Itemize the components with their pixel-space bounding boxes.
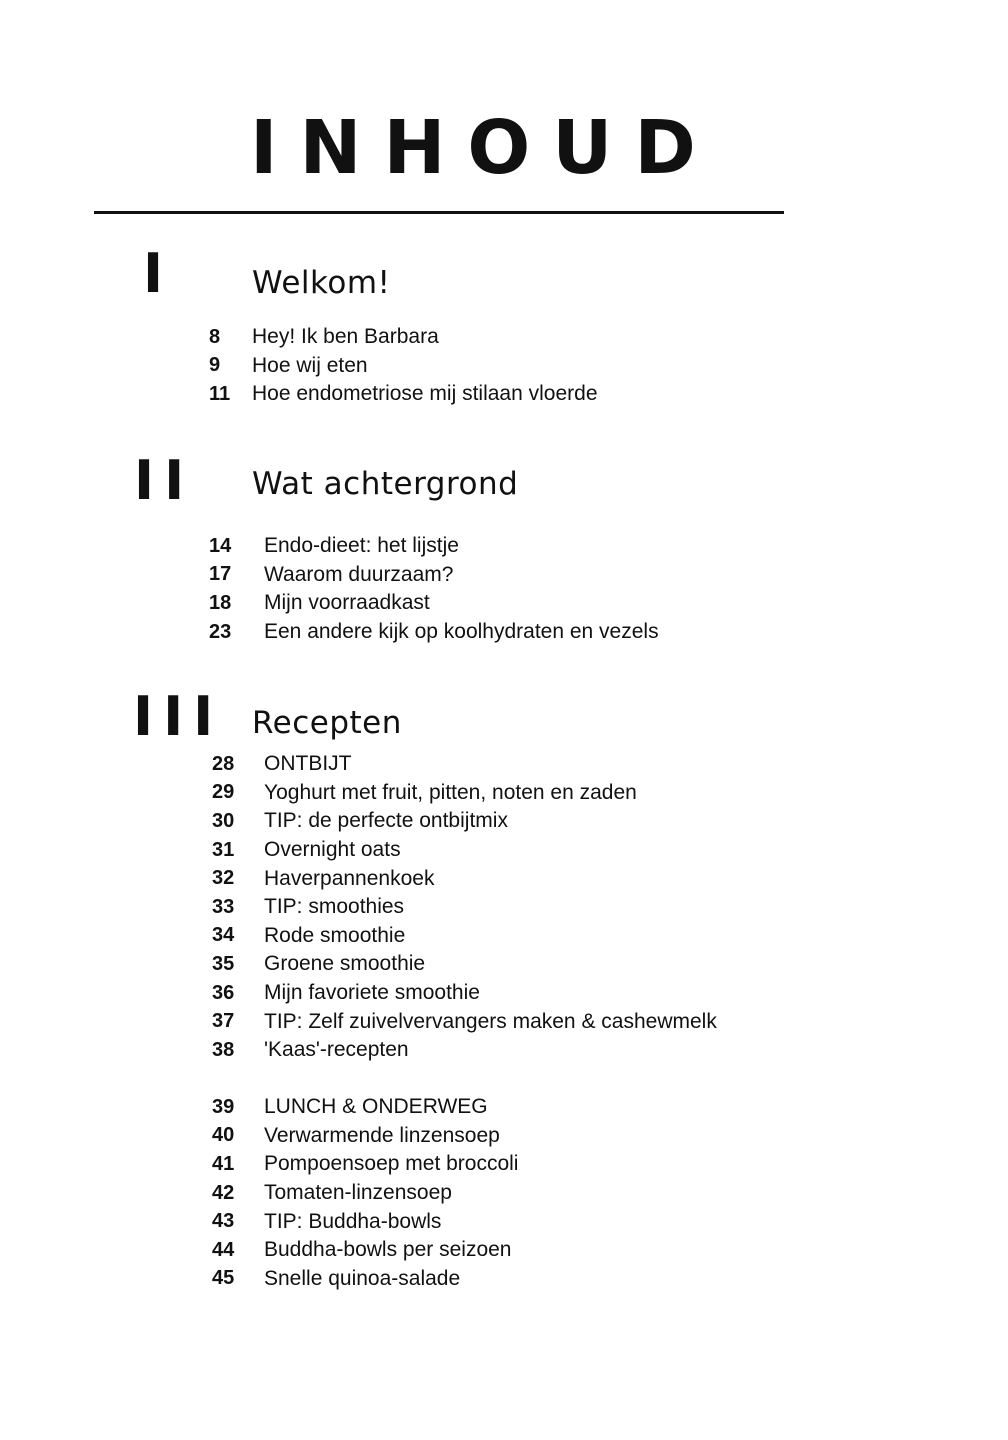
- entry-label: LUNCH & ONDERWEG: [264, 1095, 488, 1119]
- section-title: Wat achtergrond: [252, 466, 519, 502]
- toc-entry[interactable]: [212, 1036, 717, 1065]
- toc-entry[interactable]: [212, 750, 717, 779]
- section-title: Welkom!: [252, 265, 391, 301]
- page-number: 18: [209, 591, 232, 614]
- toc-entry[interactable]: [212, 779, 717, 808]
- page-number: 34: [212, 924, 235, 947]
- section-numeral: III: [133, 685, 224, 748]
- page-number: 37: [212, 1010, 235, 1033]
- section-numeral: II: [134, 449, 195, 512]
- toc-entry[interactable]: [212, 1093, 518, 1122]
- toc-entry[interactable]: [212, 979, 717, 1008]
- page-number: 30: [212, 809, 235, 832]
- entry-label: Yoghurt met fruit, pitten, noten en zaden: [264, 780, 637, 804]
- entry-label: Verwarmende linzensoep: [264, 1123, 500, 1147]
- page-number: 32: [212, 867, 235, 890]
- toc-entry[interactable]: [212, 836, 717, 865]
- entry-label: Overnight oats: [264, 838, 401, 862]
- entry-label: 'Kaas'-recepten: [264, 1038, 409, 1062]
- page-number: 33: [212, 895, 235, 918]
- toc-list: [209, 323, 598, 409]
- toc-entry[interactable]: [209, 561, 659, 590]
- page-number: 41: [212, 1152, 235, 1175]
- page-number: 11: [209, 382, 231, 405]
- toc-entry[interactable]: [212, 1207, 518, 1236]
- toc-entry[interactable]: [209, 589, 659, 618]
- page-number: 39: [212, 1095, 235, 1118]
- toc-entry[interactable]: [212, 893, 717, 922]
- entry-label: Groene smoothie: [264, 952, 426, 976]
- entry-label: Hoe wij eten: [252, 353, 368, 377]
- entry-label: TIP: smoothies: [264, 895, 405, 919]
- page-number: 9: [209, 354, 221, 377]
- entry-label: Snelle quinoa-salade: [264, 1266, 461, 1290]
- page-number: 40: [212, 1124, 235, 1147]
- toc-entry[interactable]: [209, 323, 598, 352]
- section-numeral: I: [143, 242, 174, 305]
- page-number: 23: [209, 620, 232, 643]
- entry-label: Een andere kijk op koolhydraten en vezels: [264, 620, 659, 644]
- toc-entry[interactable]: [209, 618, 659, 647]
- page-number: 29: [212, 781, 235, 804]
- toc-entry[interactable]: [212, 864, 717, 893]
- toc-entry[interactable]: [212, 922, 717, 951]
- toc-entry[interactable]: [212, 950, 717, 979]
- toc-entry[interactable]: [209, 380, 598, 409]
- toc-entry[interactable]: [212, 1007, 717, 1036]
- page-number: 38: [212, 1038, 235, 1061]
- entry-label: Tomaten-linzensoep: [264, 1181, 452, 1205]
- entry-label: Hey! Ik ben Barbara: [252, 325, 439, 349]
- page-number: 31: [212, 838, 235, 861]
- toc-entry[interactable]: [212, 1179, 518, 1208]
- toc-entry[interactable]: [212, 1236, 518, 1265]
- toc-entry[interactable]: [212, 1265, 518, 1294]
- page-number: 35: [212, 952, 235, 975]
- page-number: 14: [209, 534, 232, 557]
- toc-entry[interactable]: [212, 1150, 518, 1179]
- page-number: 17: [209, 563, 232, 586]
- toc-list: [209, 532, 659, 646]
- toc-entry[interactable]: [209, 352, 598, 381]
- entry-label: Endo-dieet: het lijstje: [264, 534, 459, 558]
- page-number: 28: [212, 752, 235, 775]
- entry-label: Buddha-bowls per seizoen: [264, 1238, 512, 1262]
- entry-label: TIP: Buddha-bowls: [264, 1209, 442, 1233]
- page-number: 8: [209, 325, 221, 348]
- page-number: 36: [212, 981, 235, 1004]
- page-number: 42: [212, 1181, 235, 1204]
- entry-label: Mijn voorraadkast: [264, 591, 430, 615]
- entry-label: Rode smoothie: [264, 923, 406, 947]
- page-number: 43: [212, 1210, 235, 1233]
- entry-label: TIP: de perfecte ontbijtmix: [264, 809, 508, 833]
- entry-label: Hoe endometriose mij stilaan vloerde: [252, 382, 598, 406]
- toc-entry[interactable]: [212, 1122, 518, 1151]
- entry-label: Mijn favoriete smoothie: [264, 981, 480, 1005]
- entry-label: TIP: Zelf zuivelvervangers maken & cashewmelk: [264, 1009, 717, 1033]
- entry-label: Waarom duurzaam?: [264, 562, 454, 586]
- toc-list-ontbijt: [212, 750, 717, 1065]
- entry-label: Haverpannenkoek: [264, 866, 435, 890]
- section-title: Recepten: [252, 705, 402, 741]
- page-number: 45: [212, 1267, 235, 1290]
- entry-label: Pompoensoep met broccoli: [264, 1152, 519, 1176]
- title-divider: [94, 211, 784, 214]
- entry-label: ONTBIJT: [264, 752, 352, 776]
- toc-entry[interactable]: [212, 807, 717, 836]
- toc-list-lunch: [212, 1093, 518, 1293]
- page-title: INHOUD: [250, 105, 718, 191]
- page-number: 44: [212, 1238, 235, 1261]
- toc-entry[interactable]: [209, 532, 659, 561]
